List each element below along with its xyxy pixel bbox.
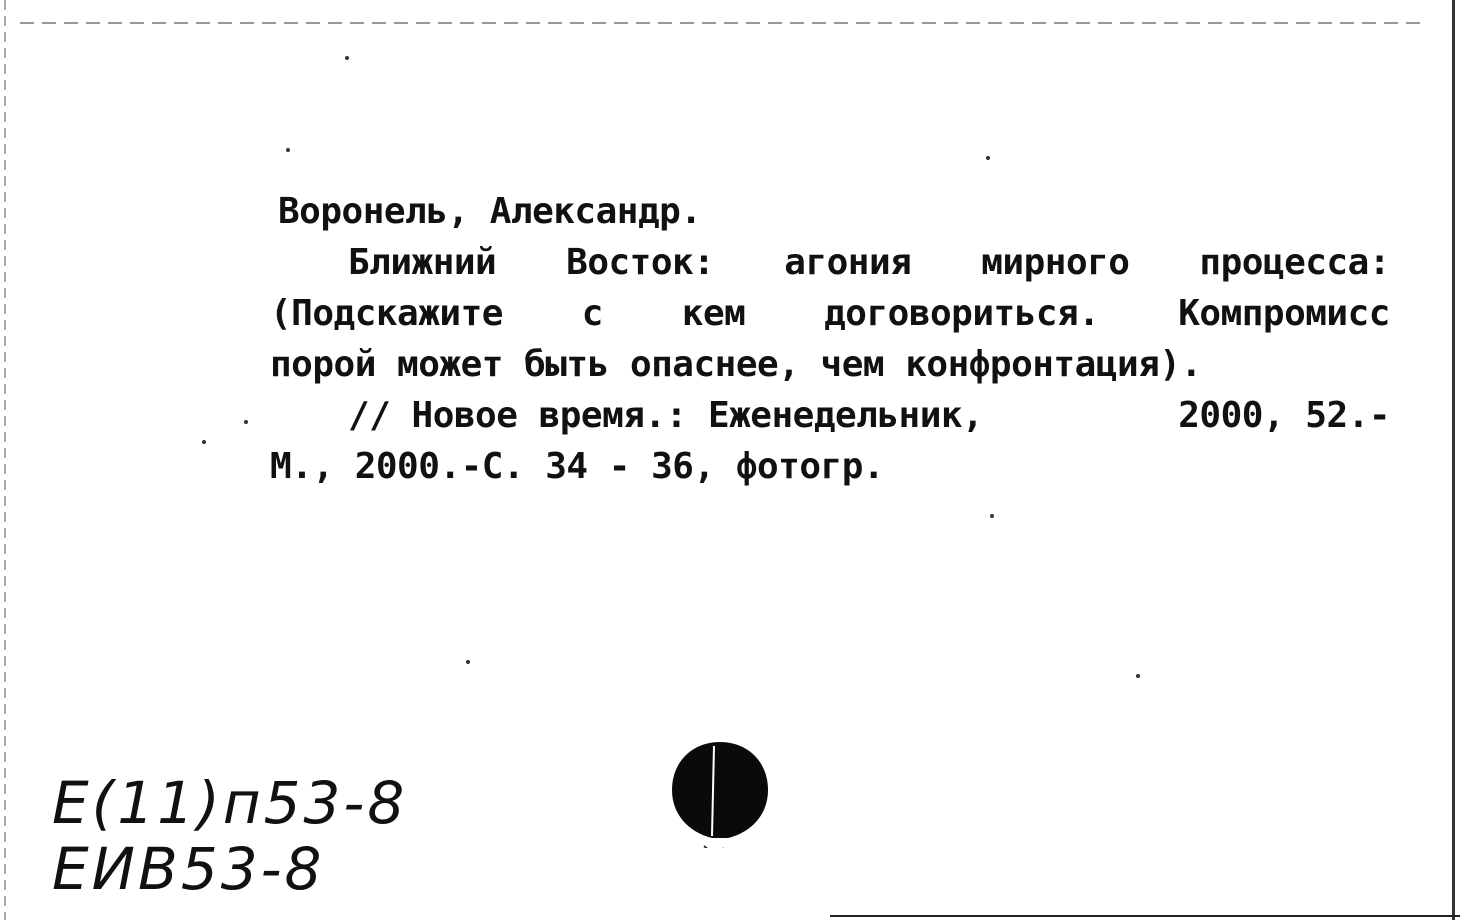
title-line-3: порой может быть опаснее, чем конфронтация). xyxy=(270,344,1202,385)
scan-speck xyxy=(986,156,990,160)
scan-speck xyxy=(244,420,248,424)
source-issue: 2000, 52.- xyxy=(1178,395,1390,436)
title-word: с xyxy=(581,293,603,334)
punch-hole-icon xyxy=(668,738,772,848)
scan-speck xyxy=(345,56,349,60)
title-line-2 xyxy=(270,288,1390,339)
source-line-2: М., 2000.-С. 34 - 36, фотогр. xyxy=(270,446,885,487)
scan-speck xyxy=(202,440,206,444)
title-word: Ближний xyxy=(348,242,497,283)
title-word: (Подскажите xyxy=(270,293,503,334)
title-word: договориться. xyxy=(824,293,1100,334)
title-word: агония xyxy=(784,242,912,283)
title-word: процесса: xyxy=(1199,242,1390,283)
scan-speck xyxy=(466,660,470,664)
source-line-1 xyxy=(270,390,1390,441)
scan-edge-left xyxy=(4,0,6,920)
handwritten-shelfmark xyxy=(52,770,407,902)
catalog-entry-text xyxy=(270,186,1390,492)
scan-edge-bottom xyxy=(830,915,1460,917)
scan-speck xyxy=(1136,674,1140,678)
title-line-1 xyxy=(270,237,1390,288)
scan-speck xyxy=(286,148,290,152)
source-text: // Новое время.: Еженедельник, xyxy=(348,395,984,436)
scan-edge-right xyxy=(1452,0,1455,920)
scan-edge-top xyxy=(20,22,1420,24)
title-word: Компромисс xyxy=(1178,293,1390,334)
title-word: кем xyxy=(681,293,746,334)
title-word: Восток: xyxy=(566,242,715,283)
shelfmark-line-2: ЕИВ53-8 xyxy=(52,835,325,903)
shelfmark-line-1: Е(11)п53-8 xyxy=(52,769,408,837)
title-word: мирного xyxy=(981,242,1130,283)
author-line: Воронель, Александр. xyxy=(278,191,702,232)
scan-speck xyxy=(990,514,994,518)
